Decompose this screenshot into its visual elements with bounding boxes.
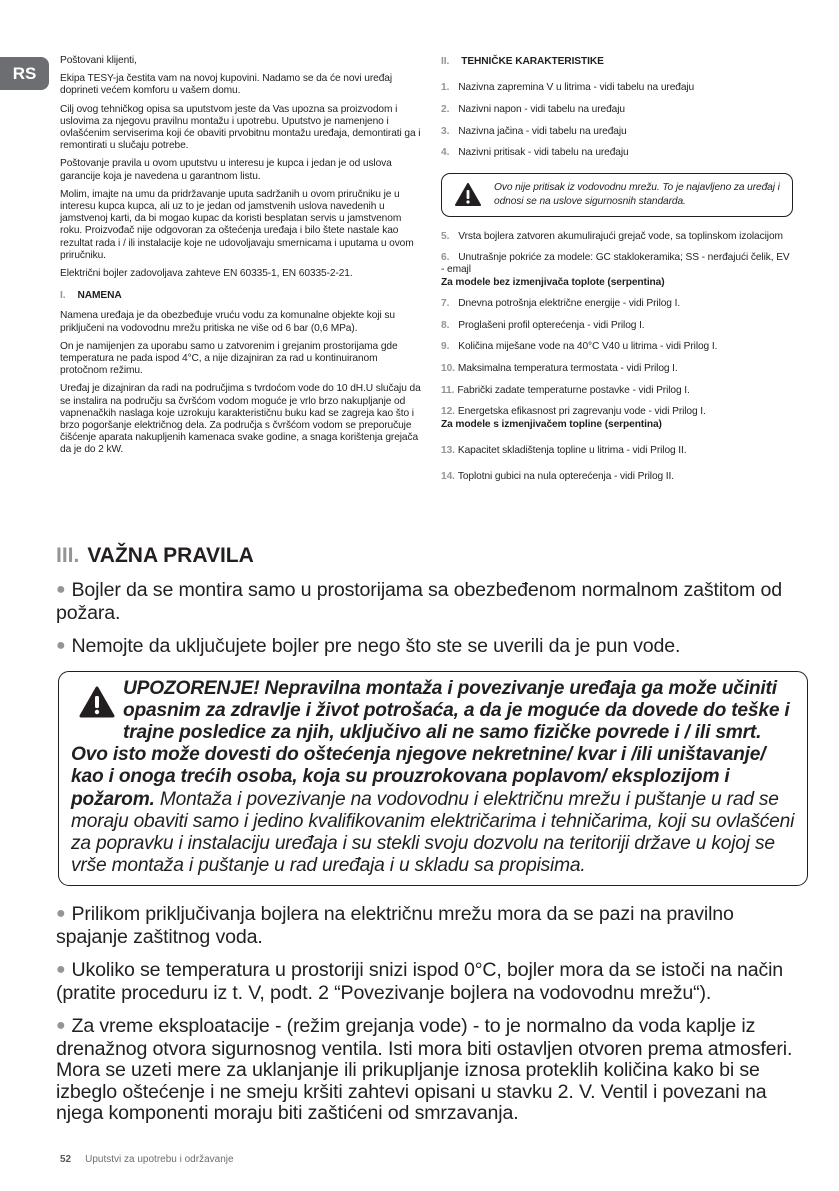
spec-number: 10.: [441, 362, 455, 374]
rule-text: Za vreme eksploatacije - (režim grejanja vode) - to je normalno da voda kaplje iz drenažnog otvora sigurnosnog ventila. Isti mora biti ostavljen otvoren prema atmosferi. Mora se uzeti mere za uklanjanje ili prikupljanje iznosa proteklih količina kako bi se izbeglo oštećenje i ne smeju kršiti zahtevi opisani u stavku 2. V. Ventil i povezani na njega komponenti moraju biti zaštićeni od smrzavanja.: [56, 1015, 793, 1125]
page-number: 52: [60, 1154, 72, 1165]
spec-number: 6.: [441, 252, 450, 264]
spec-number: 4.: [441, 147, 450, 159]
spec-text: Kapacitet skladištenja topline u litrima - vidi Prilog II.: [457, 444, 687, 456]
spec-item: [441, 298, 793, 310]
spec-number: 12.: [441, 406, 455, 418]
rule-bullet: [56, 1016, 806, 1125]
section-number: I.: [60, 290, 66, 302]
spec-text: Nazivna zapremina V u litrima - vidi tabelu na uređaju: [458, 82, 695, 94]
spec-text: Toplotni gubici na nula opterećenja - vidi Prilog II.: [457, 470, 674, 482]
intro-paragraph: Cilj ovog tehničkog opisa sa uputstvom jeste da Vas upozna sa proizvodom i uslovima za njegovu pravilnu montažu i upotrebu. Uputstvo je namenjeno i ovlašćenim serviserima koji će obaviti prvobitnu montažu uređaja, demontirati ga i remontirati u slučaju potrebe.: [60, 103, 421, 152]
installation-warning-box: [58, 671, 808, 887]
section-heading-rules: [56, 544, 806, 568]
spec-item: [441, 320, 793, 332]
section-heading-specs: [441, 56, 793, 68]
spec-number: 2.: [441, 103, 450, 115]
spec-number: 13.: [441, 444, 455, 456]
important-rules-section: [56, 540, 806, 1137]
spec-text: Energetska efikasnost pri zagrevanju vode - vidi Prilog I.: [457, 406, 706, 418]
rule-text: Nemojte da uključujete bojler pre nego što ste se uverili da je pun vode.: [71, 635, 681, 657]
rule-bullet: [56, 960, 806, 1004]
spec-text: Maksimalna temperatura termostata - vidi Prilog I.: [457, 362, 678, 374]
rule-text: Prilikom priključivanja bojlera na električnu mrežu mora da se pazi na pravilno spajanje zaštitnog voda.: [56, 903, 734, 948]
spec-text: Nazivni napon - vidi tabelu na uređaju: [458, 103, 625, 115]
spec-item: [441, 82, 793, 94]
spec-item: [441, 445, 793, 457]
rule-bullet: [56, 580, 806, 624]
spec-text: Količina miješane vode na 40°C V40 u litrima - vidi Prilog I.: [458, 341, 718, 353]
warning-icon: [79, 686, 115, 724]
spec-text: Nazivni pritisak - vidi tabelu na uređaju: [458, 147, 629, 159]
section-number: III.: [56, 544, 80, 567]
spec-text: Fabrički zadate temperaturne postavke - vidi Prilog I.: [457, 384, 690, 396]
spec-item: [441, 231, 793, 243]
spec-number: 9.: [441, 341, 450, 353]
rule-text: Ukoliko se temperatura u prostoriji snizi ispod 0°C, bojler mora da se istoči na način (pratite proceduru iz t. V, podt. 2 “Povezivanje bojlera na vodovodnu mrežu“).: [56, 959, 784, 1004]
spec-number: 14.: [441, 470, 455, 482]
warning-bold-text: UPOZORENJE! Nepravilna montaža i povezivanje uređaja ga može učiniti opasnim za zdravlje i život potrošaća, a da je moguće da dovede do teške i trajne posledice za njih, uključivo ali ne samo fizičke povrede i / ili smrt. Ovo isto može dovesti do oštećenja njegove nekretnine/ kvar i /ili uništavanje/ kao i onoga trećih osoba, koja su prouzrokovana poplavom/ eksplozijom i požarom.: [71, 677, 790, 810]
spec-item: [441, 252, 793, 276]
rule-text: Bojler da se montira samo u prostorijama sa obezbeđenom normalnom zaštitom od požara.: [56, 579, 783, 624]
warning-icon: [442, 183, 494, 206]
rule-bullet: [56, 636, 806, 659]
intro-paragraph: Električni bojler zadovoljava zahteve EN 60335-1, EN 60335-2-21.: [60, 268, 353, 280]
spec-item: [441, 126, 793, 138]
bullet-dot-icon: ●: [56, 961, 66, 979]
intro-paragraph: Molim, imajte na umu da pridržavanje uputa sadržanih u ovom priručniku je u interesu kupca kupca, ali uz to je jedan od jamstvenih uslova navedenih u jamstvenoj karti, da bi mogao kupac da koristi besplatan servis u jamstvenom roku. Proizvođač nije odgovoran za oštećenja uređaja i bilo štete nastale kao rezultat rada i / ili instalacije koje ne udovoljavaju smernicama i uputama u ovom priručniku.: [60, 188, 414, 261]
spec-number: 1.: [441, 82, 450, 94]
footer-text: Uputstvi za upotrebu i održavanje: [85, 1154, 234, 1165]
spec-text: Proglašeni profil opterećenja - vidi Prilog I.: [458, 319, 645, 331]
spec-number: 5.: [441, 230, 450, 242]
left-column: [60, 55, 425, 463]
section-title: NAMENA: [77, 290, 122, 302]
purpose-paragraph: On je namijenjen za uporabu samo u zatvorenim i grejanim prostorijama gde temperatura ne pada ispod 4°C, a nije dizajniran za rad u kontinuiranom protočnom režimu.: [60, 340, 398, 377]
intro-paragraph: Poštovanje pravila u ovom uputstvu u interesu je kupca i jedan je od uslova garancije koja je navedena u garantnom listu.: [60, 158, 392, 182]
bullet-dot-icon: ●: [56, 1017, 66, 1035]
spec-item: [441, 147, 793, 159]
section-title: VAŽNA PRAVILA: [87, 544, 254, 567]
subheading-with-exchanger: Za modele s izmenjivačem topline (serpentina): [441, 418, 662, 430]
spec-text: Nazivna jačina - vidi tabelu na uređaju: [458, 125, 627, 137]
spec-number: 8.: [441, 319, 450, 331]
warning-italic-text: Montaža i povezivanje na vodovodnu i električnu mrežu i puštanje u rad se moraju obaviti samo i jedino kvalifikovanim električarima i tehničarima, koji su ovlašćeni za popravku i instalaciju uređaja i su stekli svoju dozvolu na teritoriji države u kojoj se vrše montaža i puštanje u rad uređaja i u skladu sa propisima.: [71, 788, 795, 877]
section-number: II.: [441, 56, 450, 67]
intro-paragraph: Ekipa TESY-ja čestita vam na novoj kupovini. Nadamo se da će novi uređaj doprineti većem komforu u vašem domu.: [60, 73, 393, 97]
subheading-no-exchanger: Za modele bez izmenjivača toplote (serpentina): [441, 276, 665, 288]
spec-item: [441, 341, 793, 353]
spec-item: [441, 471, 793, 483]
spec-item: [441, 104, 793, 116]
spec-number: 3.: [441, 125, 450, 137]
spec-number: 7.: [441, 297, 450, 309]
bullet-dot-icon: ●: [56, 905, 66, 923]
spec-text: Dnevna potrošnja električne energije - vidi Prilog I.: [458, 297, 681, 309]
intro-paragraph: Poštovani klijenti,: [60, 55, 137, 66]
spec-text: Vrsta bojlera zatvoren akumulirajući grejač vode, sa toplinskom izolacijom: [458, 230, 783, 242]
bullet-dot-icon: ●: [56, 581, 66, 598]
section-title: TEHNIČKE KARAKTERISTIKE: [461, 56, 604, 67]
bullet-dot-icon: ●: [56, 637, 66, 654]
spec-number: 11.: [441, 384, 455, 396]
right-column: [441, 55, 793, 493]
language-tab: RS: [0, 57, 49, 90]
section-heading-purpose: [60, 290, 425, 302]
pressure-notice: [441, 173, 793, 217]
rule-bullet: [56, 904, 806, 948]
spec-text: Unutrašnje pokriće za modele: GC staklokeramika; SS - nerđajući čelik, EV - emajl: [441, 252, 790, 276]
spec-item: [441, 363, 793, 375]
notice-text: Ovo nije pritisak iz vodovodnu mrežu. To je najavljeno za uređaj i odnosi se na uslove sigurnosnih standarda.: [494, 181, 780, 207]
purpose-paragraph: Uređaj je dizajniran da radi na područjima s tvrdoćom vode do 10 dH.U slučaju da se instalira na području sa čvršćom vodom moguće je vrlo brzo nakupljanje od vapnenačkih naslaga koje uzrokuju karakterističnu buku kad se zagreja kao što i brzo pogoršanje električnog dela. Za područja s čvršćom vodom se preporučuje čišćenje aparata nakupljenih kamenaca svake godine, a snaga korištenja grejača da je do 2 kW.: [60, 383, 421, 456]
page-footer: [60, 1154, 234, 1165]
spec-item: [441, 385, 793, 397]
spec-item: [441, 406, 793, 418]
purpose-paragraph: Namena uređaja je da obezbeđuje vruću vodu za komunalne objekte koji su priključeni na vodovodnu mrežu pritiska ne više od 6 bar (0,6 MPa).: [60, 310, 395, 334]
